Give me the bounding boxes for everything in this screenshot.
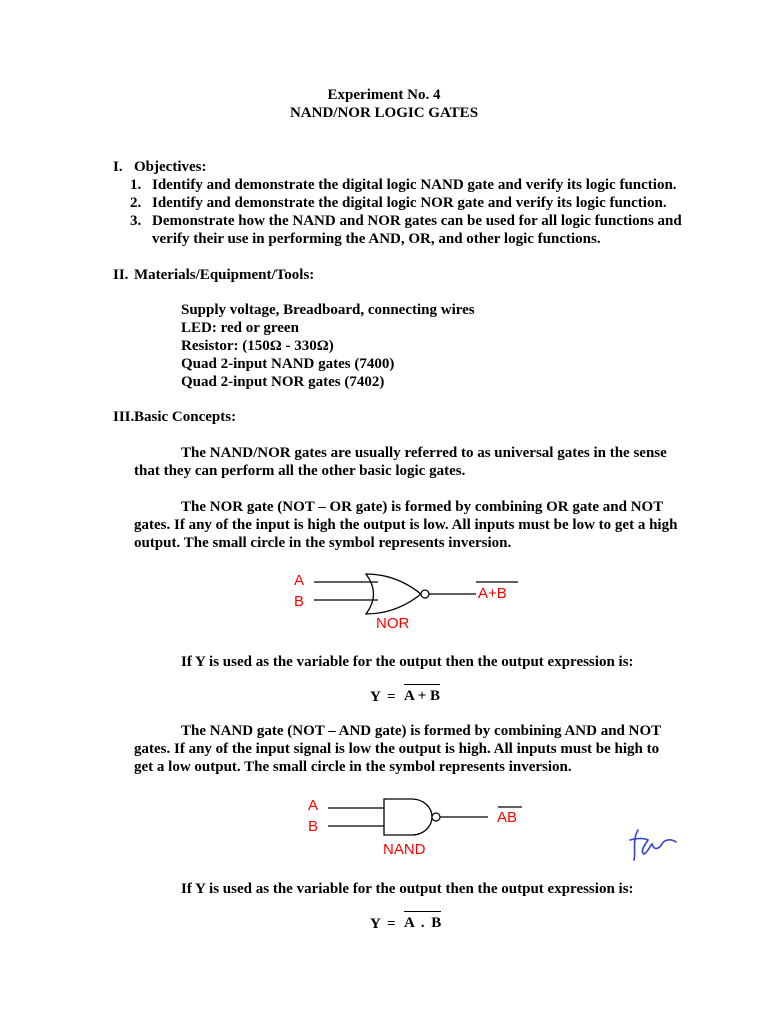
nand-input-a-label: A: [308, 797, 319, 814]
paragraph-line: If Y is used as the variable for the output then the output expression is:: [181, 881, 634, 897]
nor-expression-lhs: Y: [370, 689, 381, 705]
nor-input-b-label: B: [294, 593, 305, 610]
material-item: Quad 2-input NOR gates (7402): [181, 374, 385, 390]
paragraph-line: The NOR gate (NOT – OR gate) is formed by combining OR gate and NOT: [181, 499, 664, 515]
objective-text: Demonstrate how the NAND and NOR gates can be used for all logic functions and: [152, 213, 682, 229]
nor-gate-label: NOR: [376, 615, 410, 632]
signature-stroke: [630, 830, 676, 860]
nor-output-label: A+B: [478, 585, 507, 602]
paragraph-line: output. The small circle in the symbol represents inversion.: [134, 535, 512, 551]
objectives-heading: Objectives:: [134, 159, 207, 175]
materials-numeral: II.: [113, 267, 129, 283]
nor-input-a-label: A: [294, 572, 305, 589]
nor-expression-rhs: A + B: [404, 684, 440, 705]
paragraph-line: get a low output. The small circle in the symbol represents inversion.: [134, 759, 572, 775]
nor-gate-symbol: [366, 574, 421, 614]
nand-inversion-bubble: [432, 813, 440, 821]
nor-gate-diagram: [286, 566, 526, 634]
materials-heading: Materials/Equipment/Tools:: [134, 267, 315, 283]
nand-expression-rhs: A . B: [404, 911, 441, 932]
nand-gate-label: NAND: [383, 841, 426, 858]
objectives-numeral: I.: [113, 159, 123, 175]
nand-expression-equals: =: [387, 916, 396, 932]
nand-expression-lhs: Y: [370, 916, 381, 932]
material-item: Resistor: (150Ω - 330Ω): [181, 338, 334, 354]
paragraph-line: The NAND gate (NOT – AND gate) is formed by combining AND and NOT: [181, 723, 662, 739]
objective-text-continued: verify their use in performing the AND, OR, and other logic functions.: [152, 231, 601, 247]
concepts-numeral: III.: [113, 409, 135, 425]
material-item: Supply voltage, Breadboard, connecting wires: [181, 302, 475, 318]
objective-text: Identify and demonstrate the digital logic NOR gate and verify its logic function.: [152, 195, 667, 211]
paragraph-line: The NAND/NOR gates are usually referred to as universal gates in the sense: [181, 445, 667, 461]
nand-output-label: AB: [497, 809, 518, 826]
paragraph-line: gates. If any of the input signal is low the output is high. All inputs must be high to: [134, 741, 660, 757]
experiment-title: Experiment No. 4: [327, 87, 441, 103]
paragraph-line: If Y is used as the variable for the output then the output expression is:: [181, 654, 634, 670]
material-item: LED: red or green: [181, 320, 299, 336]
objective-number: 2.: [130, 195, 142, 211]
paragraph-line: gates. If any of the input is high the output is low. All inputs must be low to get a high: [134, 517, 678, 533]
objective-text: Identify and demonstrate the digital logic NAND gate and verify its logic function.: [152, 177, 677, 193]
nand-gate-symbol: [384, 799, 432, 835]
experiment-subtitle: NAND/NOR LOGIC GATES: [289, 105, 479, 121]
material-item: Quad 2-input NAND gates (7400): [181, 356, 395, 372]
objective-number: 3.: [130, 213, 142, 229]
nor-expression-equals: =: [387, 689, 396, 705]
concepts-heading: Basic Concepts:: [134, 409, 237, 425]
nand-input-b-label: B: [308, 818, 319, 835]
paragraph-line: that they can perform all the other basic logic gates.: [134, 463, 466, 479]
nand-gate-diagram: [300, 793, 540, 861]
objective-number: 1.: [130, 177, 142, 193]
signature-mark: [624, 822, 684, 864]
nor-inversion-bubble: [421, 590, 429, 598]
